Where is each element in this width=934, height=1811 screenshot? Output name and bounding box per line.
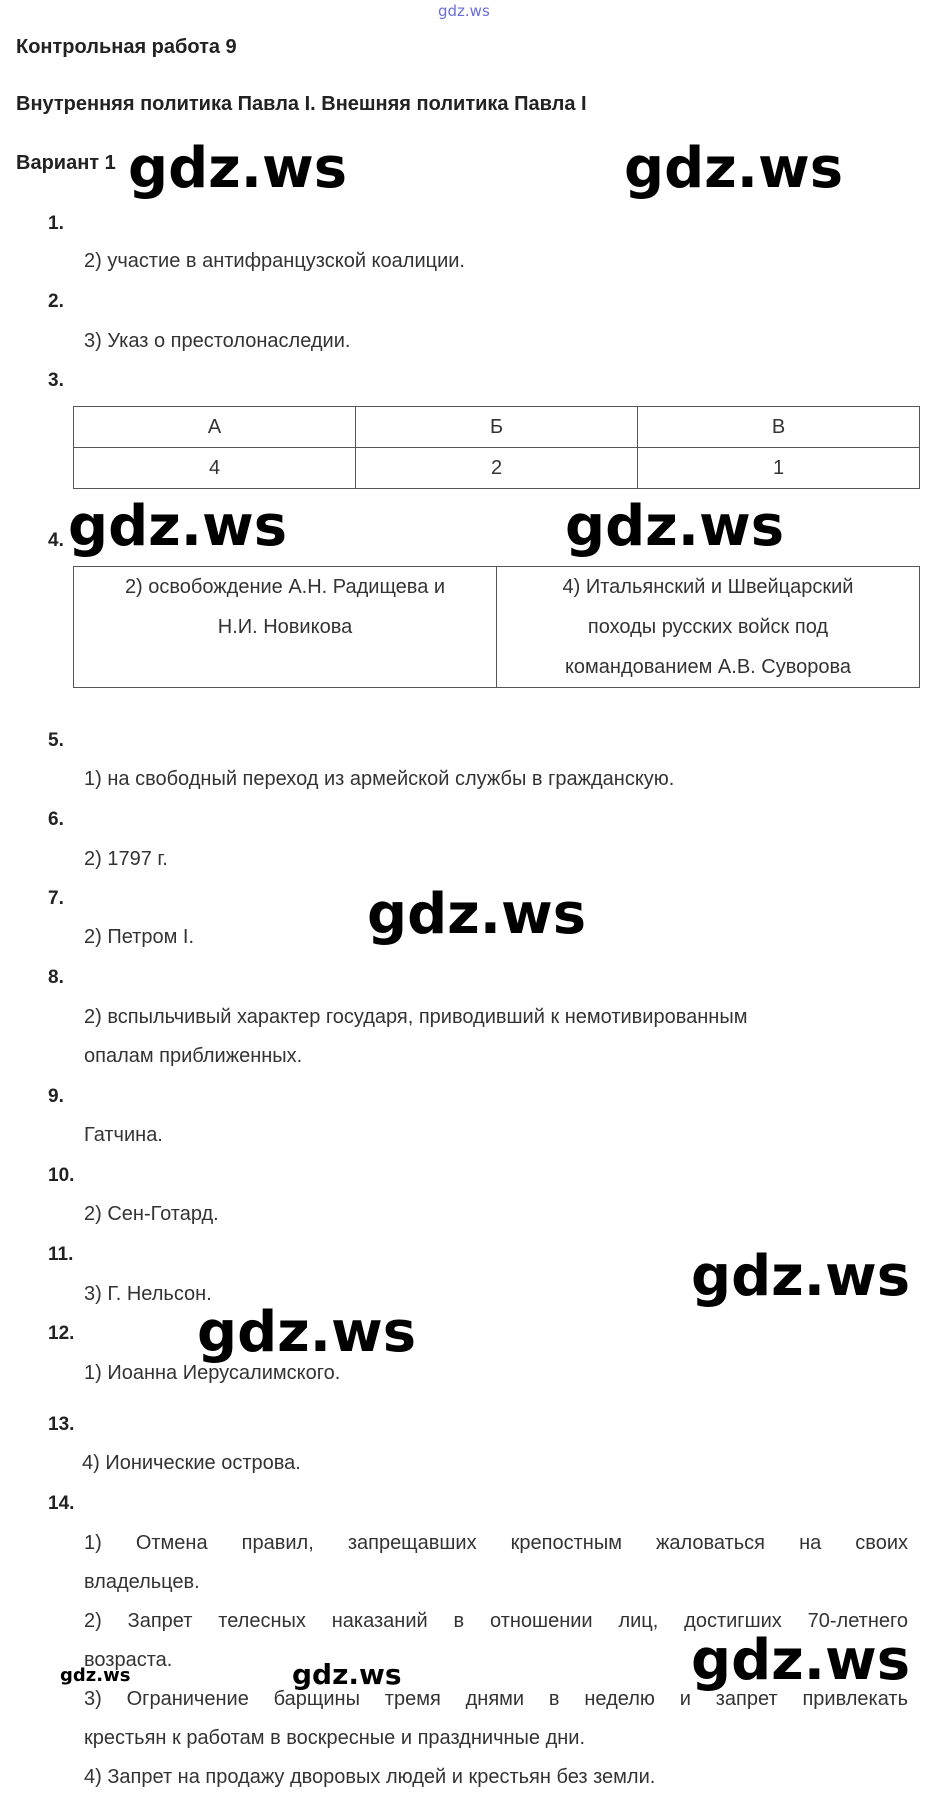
table-header-cell: Б	[356, 407, 638, 448]
watermark-small: gdz.ws	[60, 1665, 131, 1686]
answer-text: 2) вспыльчивый характер государя, приводивший к немотивированным	[84, 1006, 748, 1028]
answer-text: 2) участие в антифранцузской коалиции.	[84, 250, 465, 272]
table-value-cell: 4	[74, 448, 356, 489]
question-number: 4.	[48, 530, 64, 551]
question-number: 2.	[48, 291, 64, 312]
table-header-cell: А	[74, 407, 356, 448]
question-number: 11.	[48, 1244, 74, 1265]
question-number: 1.	[48, 213, 64, 234]
answer-text: 4) Запрет на продажу дворовых людей и крестьян без земли.	[84, 1766, 656, 1788]
watermark: gdz.ws	[367, 882, 587, 947]
watermark: gdz.ws	[68, 494, 288, 559]
watermark: gdz.ws	[691, 1628, 911, 1693]
answer-cell-right	[497, 567, 920, 688]
answer-text: 4) Ионические острова.	[82, 1452, 301, 1474]
answer-text: 1) Отмена правил, запрещавших крепостным жаловаться на своих	[84, 1532, 908, 1554]
cell-line: 4) Итальянский и Швейцарский	[562, 576, 854, 598]
question-number: 3.	[48, 370, 64, 391]
cell-line: Н.И. Новикова	[217, 616, 353, 638]
question-number: 5.	[48, 730, 64, 751]
answer-text: 2) Петром I.	[84, 926, 194, 948]
table-header-cell: В	[638, 407, 920, 448]
question-number: 7.	[48, 888, 64, 909]
answer-text: 2) Запрет телесных наказаний в отношении лиц, достигших 70-летнего	[84, 1610, 908, 1632]
answer-text: 2) 1797 г.	[84, 848, 168, 870]
watermark: gdz.ws	[128, 136, 348, 201]
answer-table	[73, 406, 920, 489]
answer-text-cont: возраста.	[84, 1649, 173, 1671]
answer-text: 1) на свободный переход из армейской службы в гражданскую.	[84, 768, 675, 790]
cell-line: 2) освобождение А.Н. Радищева и	[124, 576, 446, 598]
answer-text-cont: опалам приближенных.	[84, 1045, 303, 1067]
answer-cell-left	[74, 567, 497, 688]
watermark-top: gdz.ws	[438, 2, 490, 20]
answer-text: Гатчина.	[84, 1124, 163, 1146]
watermark-small: gdz.ws	[292, 1658, 402, 1691]
question-number: 12.	[48, 1323, 75, 1344]
question-number: 9.	[48, 1086, 64, 1107]
watermark: gdz.ws	[691, 1244, 911, 1309]
watermark: gdz.ws	[624, 136, 844, 201]
cell-line: командованием А.В. Суворова	[564, 656, 852, 678]
watermark: gdz.ws	[197, 1300, 417, 1365]
cell-line: походы русских войск под	[587, 616, 829, 638]
answer-text: 3) Ограничение барщины тремя днями в неделю и запрет привлекать	[84, 1688, 908, 1710]
question-number: 10.	[48, 1165, 75, 1186]
page-title: Контрольная работа 9	[16, 36, 237, 58]
answer-text-cont: владельцев.	[84, 1571, 200, 1593]
table-value-cell: 2	[356, 448, 638, 489]
topic-title: Внутренняя политика Павла I. Внешняя политика Павла I	[16, 93, 587, 115]
answer-text: 3) Указ о престолонаследии.	[84, 330, 351, 352]
answer-table-4	[73, 566, 920, 688]
question-number: 8.	[48, 967, 64, 988]
answer-text: 1) Иоанна Иерусалимского.	[84, 1362, 341, 1384]
table-value-cell: 1	[638, 448, 920, 489]
answer-text: 3) Г. Нельсон.	[84, 1283, 212, 1305]
question-number: 14.	[48, 1493, 75, 1514]
variant-title: Вариант 1	[16, 152, 116, 174]
question-number: 6.	[48, 809, 64, 830]
answer-text-cont: крестьян к работам в воскресные и праздничные дни.	[84, 1727, 586, 1749]
answer-text: 2) Сен-Готард.	[84, 1203, 219, 1225]
watermark: gdz.ws	[565, 494, 785, 559]
question-number: 13.	[48, 1414, 75, 1435]
